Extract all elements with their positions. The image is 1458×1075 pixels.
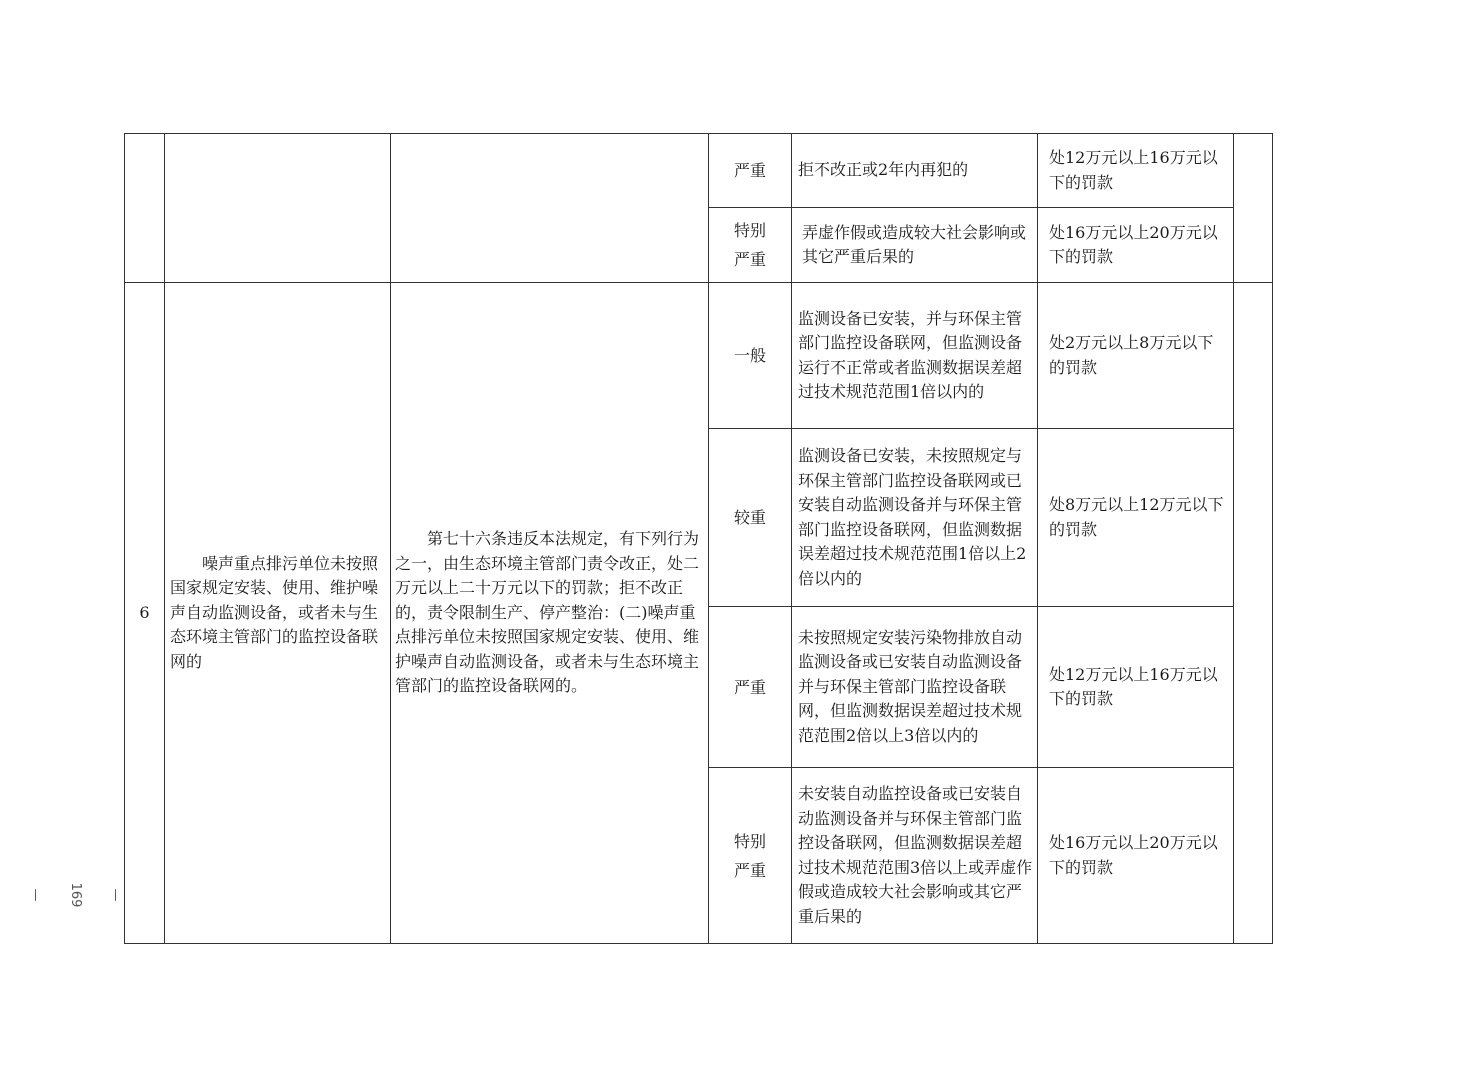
condition-cell: 监测设备已安装，并与环保主管部门监控设备联网，但监测设备运行不正常或者监测数据误差超过技术规范范围1倍以内的 (792, 283, 1038, 429)
item-number: 6 (125, 283, 165, 944)
level-cell: 特别严重 (709, 768, 792, 944)
level-cell: 一般 (709, 283, 792, 429)
penalty-cell: 处12万元以上16万元以下的罚款 (1038, 134, 1234, 208)
penalty-cell: 处2万元以上8万元以下的罚款 (1038, 283, 1234, 429)
legal-basis (391, 283, 709, 944)
level-cell: 特别严重 (709, 208, 792, 283)
penalty-cell: 处16万元以上20万元以下的罚款 (1038, 208, 1234, 283)
condition-cell: 弄虚作假或造成较大社会影响或其它严重后果的 (792, 208, 1038, 283)
condition-cell: 未安装自动监控设备或已安装自动监测设备并与环保主管部门监控设备联网，但监测数据误差超过技术规范范围3倍以上或弄虚作假或造成较大社会影响或其它严重后果的 (792, 768, 1038, 944)
penalty-cell: 处8万元以上12万元以下的罚款 (1038, 429, 1234, 607)
remark-cell (1234, 134, 1273, 283)
level-cell: 严重 (709, 607, 792, 768)
violation-text: 噪声重点排污单位未按照国家规定安装、使用、维护噪声自动监测设备，或者未与生态环境主管部门的监控设备联网的 (170, 553, 379, 671)
table-row (125, 283, 1273, 429)
number-cell (125, 134, 165, 283)
law-cell (391, 134, 709, 283)
violation-cell (165, 134, 391, 283)
level-cell: 严重 (709, 134, 792, 208)
law-text: 第七十六条违反本法规定，有下列行为之一，由生态环境主管部门责令改正，处二万元以上二十万元以下的罚款；拒不改正的，责令限制生产、停产整治：(二)噪声重点排污单位未按照国家规定安装、使用、维护噪声自动监测设备，或者未与生态环境主管部门的监控设备联网的。 (395, 529, 700, 696)
condition-cell: 拒不改正或2年内再犯的 (792, 134, 1038, 208)
penalty-cell: 处16万元以上20万元以下的罚款 (1038, 768, 1234, 944)
violation-description (165, 283, 391, 944)
condition-cell: 监测设备已安装，未按照规定与环保主管部门监控设备联网或已安装自动监测设备并与环保主管部门监控设备联网，但监测数据误差超过技术规范范围1倍以上2倍以内的 (792, 429, 1038, 607)
remark-cell (1234, 283, 1273, 944)
level-cell: 较重 (709, 429, 792, 607)
table-row (125, 134, 1273, 208)
page-number: —169— (28, 882, 123, 908)
penalty-cell: 处12万元以上16万元以下的罚款 (1038, 607, 1234, 768)
condition-cell: 未按照规定安装污染物排放自动监测设备或已安装自动监测设备并与环保主管部门监控设备联网，但监测数据误差超过技术规范范围2倍以上3倍以内的 (792, 607, 1038, 768)
penalty-table (124, 133, 1273, 944)
